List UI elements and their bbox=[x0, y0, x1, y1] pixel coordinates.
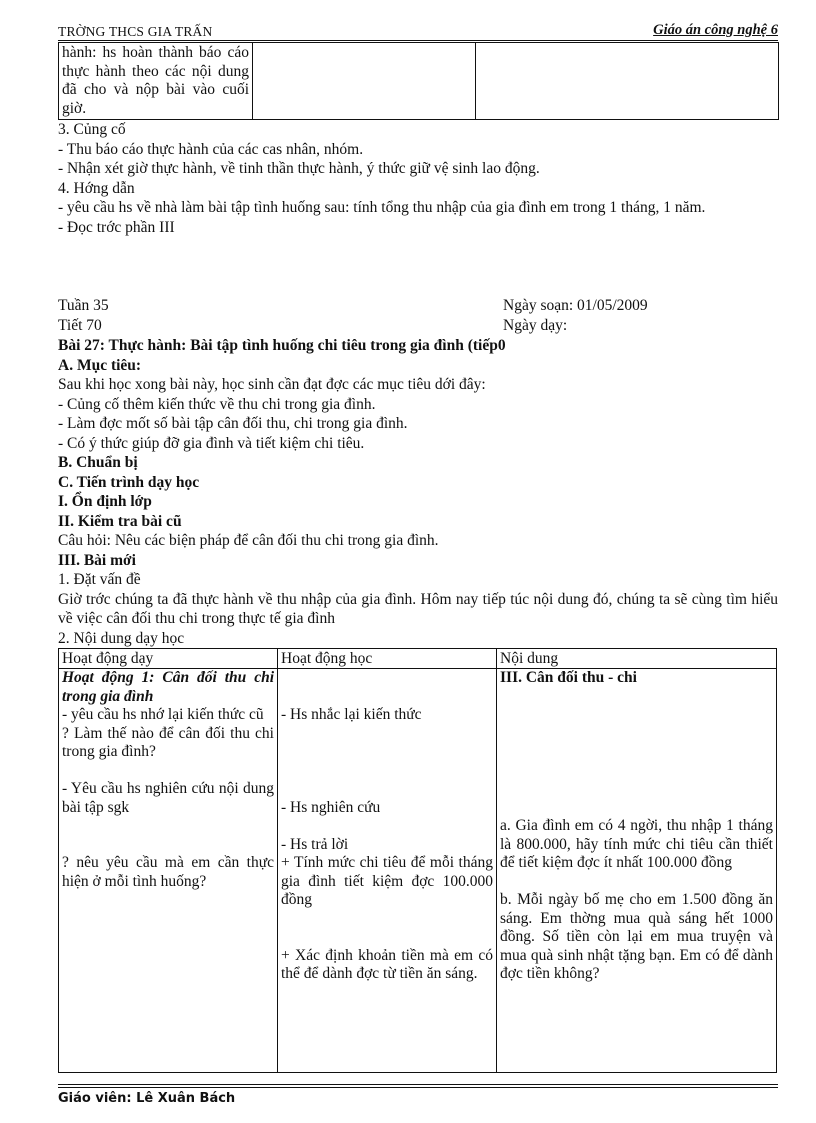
guidance-line: - yêu cầu hs về nhà làm bài tập tình huống sau: tính tổng thu nhập của gia đình em trong 1 tháng, 1 năm. bbox=[58, 199, 706, 216]
teacher-step: ? nêu yêu cầu mà em cần thực hiện ở mỗi tình huống? bbox=[62, 854, 274, 890]
school-name: TRỜNG THCS GIA TRẤN bbox=[58, 24, 213, 39]
footer-rule bbox=[58, 1087, 778, 1088]
spacer bbox=[281, 910, 493, 929]
student-step: + Tính mức chi tiêu để mỗi tháng gia đình tiết kiệm đợc 100.000 đồng bbox=[281, 854, 493, 908]
spacer bbox=[62, 762, 274, 781]
column-header-teaching: Hoạt động dạy bbox=[59, 649, 278, 669]
new-lesson-heading: III. Bài mới bbox=[58, 551, 136, 569]
header-rule bbox=[58, 40, 778, 41]
date-taught: Ngày dạy: bbox=[503, 316, 568, 334]
student-step: + Xác định khoản tiền mà em có thể để dành đợc từ tiền ăn sáng. bbox=[281, 946, 493, 982]
teacher-step: - yêu cầu hs nhớ lại kiến thức cũ bbox=[62, 706, 264, 723]
section-gap bbox=[58, 237, 778, 297]
consolidation-line: - Thu báo cáo thực hành của các cas nhân, nhóm. bbox=[58, 140, 364, 158]
objectives-heading: A. Mục tiêu: bbox=[58, 356, 142, 374]
spacer bbox=[500, 762, 773, 781]
exercise-a: a. Gia đình em có 4 ngời, thu nhập 1 tháng là 800.000, hãy tính mức chi tiêu cần thiết để tiết kiệm đợc ít nhất 100.000 đồng bbox=[500, 817, 773, 871]
teacher-step: ? Làm thế nào để cân đối thu chi trong gia đình? bbox=[62, 724, 274, 760]
spacer bbox=[281, 743, 493, 762]
lesson-meta-row bbox=[58, 297, 778, 317]
continued-activity-table bbox=[58, 42, 779, 120]
lesson-meta-row bbox=[58, 317, 778, 337]
spacer bbox=[500, 873, 773, 892]
page-header bbox=[58, 22, 778, 40]
consolidation-heading: 3. Củng cố bbox=[58, 121, 126, 138]
intro-text: Giờ trớc chúng ta đã thực hành về thu nhập của gia đình. Hôm nay tiếp túc nội dung đó, chúng ta sẽ cùng tìm hiểu về việc cân đối thu chi trong thực tế gia đình bbox=[58, 590, 778, 627]
class-organization-heading: I. Ổn định lớp bbox=[58, 493, 152, 510]
student-step: - Hs nghiên cứu bbox=[281, 798, 381, 816]
footer-rule bbox=[58, 1084, 778, 1085]
column-header-learning: Hoạt động học bbox=[278, 649, 497, 669]
page-footer bbox=[58, 1084, 778, 1106]
continued-cell-teacher: hành: hs hoàn thành báo cáo thực hành theo các nội dung đã cho và nộp bài vào cuối giờ. bbox=[59, 43, 253, 120]
spacer bbox=[500, 799, 773, 818]
spacer bbox=[281, 669, 493, 688]
spacer bbox=[281, 780, 493, 799]
review-question: Câu hỏi: Nêu các biện pháp để cân đối thu chi trong gia đình. bbox=[58, 532, 439, 549]
objectives-line: - Củng cố thêm kiến thức về thu chi trong gia đình. bbox=[58, 395, 376, 413]
content-section-heading: III. Cân đối thu - chi bbox=[500, 669, 637, 686]
spacer bbox=[281, 688, 493, 707]
spacer bbox=[500, 780, 773, 799]
consolidation-line: - Nhận xét giờ thực hành, về tinh thần thực hành, ý thức giữ vệ sinh lao động. bbox=[58, 160, 540, 177]
spacer bbox=[62, 836, 274, 855]
spacer bbox=[281, 725, 493, 744]
spacer bbox=[62, 817, 274, 836]
column-header-content: Nội dung bbox=[497, 649, 777, 669]
teaching-activities-table bbox=[58, 648, 777, 1073]
spacer bbox=[500, 725, 773, 744]
student-step: - Hs nhắc lại kiến thức bbox=[281, 706, 422, 723]
student-step: - Hs trả lời bbox=[281, 835, 349, 853]
document-page bbox=[58, 22, 778, 1073]
content-heading: 2. Nội dung dạy học bbox=[58, 629, 185, 647]
review-heading: II. Kiểm tra bài cũ bbox=[58, 512, 182, 530]
objectives-line: - Có ý thức giúp đỡ gia đình và tiết kiệm chi tiêu. bbox=[58, 434, 365, 452]
lesson-title: Bài 27: Thực hành: Bài tập tình huống chi tiêu trong gia đình (tiếp0 bbox=[58, 337, 506, 354]
spacer bbox=[500, 743, 773, 762]
week-label: Tuần 35 bbox=[58, 297, 109, 314]
spacer bbox=[281, 817, 493, 836]
continued-cell-student bbox=[253, 43, 476, 120]
period-label: Tiết 70 bbox=[58, 316, 102, 334]
activity-title: Hoạt động 1: Cân đối thu chi trong gia đình bbox=[62, 669, 274, 705]
continued-cell-content bbox=[476, 43, 779, 120]
date-prepared: Ngày soạn: 01/05/2009 bbox=[503, 297, 648, 314]
spacer bbox=[500, 706, 773, 725]
objectives-line: Sau khi học xong bài này, học sinh cần đạt đợc các mục tiêu dới đây: bbox=[58, 376, 486, 393]
spacer bbox=[281, 762, 493, 781]
process-heading: C. Tiến trình dạy học bbox=[58, 473, 200, 491]
spacer bbox=[500, 688, 773, 707]
guidance-line: - Đọc trớc phần III bbox=[58, 218, 175, 236]
lesson-content-cell bbox=[497, 669, 777, 1073]
objectives-line: - Làm đợc mốt số bài tập cân đối thu, chi trong gia đình. bbox=[58, 415, 408, 432]
guidance-heading: 4. Hớng dẫn bbox=[58, 179, 135, 197]
student-activity-cell bbox=[278, 669, 497, 1073]
preparation-heading: B. Chuẩn bị bbox=[58, 454, 138, 471]
exercise-b: b. Mỗi ngày bố mẹ cho em 1.500 đồng ăn sáng. Em thờng mua quà sáng hết 1000 đồng. Số tiền còn lại em mua truyện và mua quà sinh nhật tặng bạn. Em có để dành đợc tiền không? bbox=[500, 891, 773, 982]
teacher-name: Giáo viên: Lê Xuân Bách bbox=[58, 1091, 236, 1106]
intro-heading: 1. Đặt vấn đề bbox=[58, 571, 141, 588]
teacher-step: - Yêu cầu hs nghiên cứu nội dung bài tập sgk bbox=[62, 780, 274, 816]
subject-title: Giáo án công nghệ 6 bbox=[653, 22, 778, 38]
spacer bbox=[281, 928, 493, 947]
teacher-activity-cell bbox=[59, 669, 278, 1073]
